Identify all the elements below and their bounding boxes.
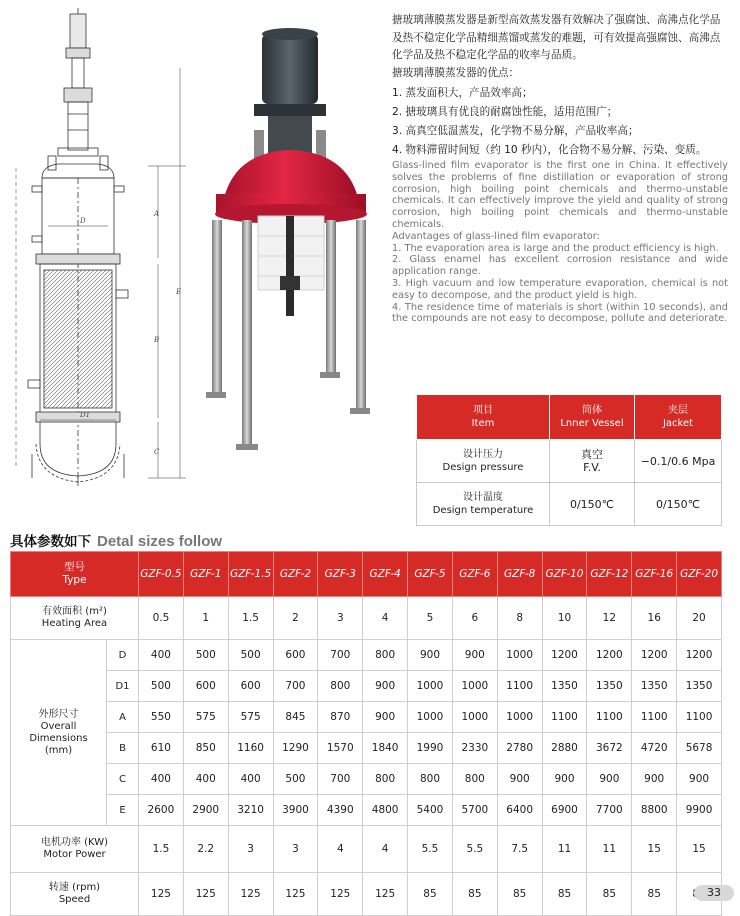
label-cn: 有效面积 (m²) [42, 606, 107, 617]
dimension-sublabel: D [107, 640, 139, 671]
table-cell: 1200 [542, 640, 587, 671]
table-cell: 900 [587, 764, 632, 795]
table-row-dimension [11, 640, 722, 671]
design-temperature-jacket: 0/150℃ [635, 483, 722, 526]
table-cell: 700 [318, 640, 363, 671]
table-cell: 4 [363, 597, 408, 640]
table-cell: 11 [542, 826, 587, 873]
header-inner-en: Lnner Vessel [560, 418, 624, 429]
table-cell: 1 [183, 597, 228, 640]
table-row [417, 483, 722, 526]
table-cell: 1000 [452, 671, 497, 702]
table-cell: 500 [273, 764, 318, 795]
table-cell: 2600 [139, 795, 184, 826]
dimension-sublabel: A [107, 702, 139, 733]
table-cell: 850 [183, 733, 228, 764]
table-cell: 5678 [677, 733, 722, 764]
label-en: Motor Power [43, 849, 106, 860]
table-cell: 9900 [677, 795, 722, 826]
table-cell: 1200 [632, 640, 677, 671]
table-cell: 2900 [183, 795, 228, 826]
table-cell: 400 [183, 764, 228, 795]
list-item: 1. The evaporation area is large and the product efficiency is high. [392, 242, 719, 254]
speed-label [11, 873, 139, 916]
table-cell: 900 [632, 764, 677, 795]
row-design-pressure-label [417, 440, 550, 483]
drawing-label-b: B [154, 336, 160, 344]
table-cell: 1290 [273, 733, 318, 764]
table-cell: 1350 [632, 671, 677, 702]
table-cell: 85 [452, 873, 497, 916]
intro-cn-advantages-list [392, 84, 727, 160]
table-cell: 10 [542, 597, 587, 640]
header-jacket [635, 395, 722, 440]
table-cell: 15 [677, 826, 722, 873]
intro-en-advantages-title: Advantages of glass-lined film evaporator: [392, 230, 600, 242]
label-cn: 设计温度 [463, 492, 503, 503]
header-item-en: Item [471, 418, 495, 429]
intro-cn-paragraph: 搪玻璃薄膜蒸发器是新型高效蒸发器有效解决了强腐蚀、高沸点化学品及热不稳定化学品精细蒸馏或蒸发的难题，可有效提高强腐蚀、高沸点化学品及热不稳定化学品的收率与品质。 [392, 14, 721, 61]
header-inner-vessel [550, 395, 635, 440]
header-model: GZF-2 [273, 552, 318, 597]
table-cell: 1160 [228, 733, 273, 764]
list-item: 2. 搪玻璃具有优良的耐腐蚀性能，适用范围广； [392, 106, 618, 118]
table-cell: 1000 [452, 702, 497, 733]
design-conditions-table [416, 394, 722, 526]
table-cell: 500 [183, 640, 228, 671]
header-model: GZF-0.5 [139, 552, 184, 597]
page-number: 33 [694, 885, 734, 901]
table-cell: 1000 [408, 671, 453, 702]
dimensions-label-en1: Overall [40, 720, 77, 732]
table-cell: 1200 [677, 640, 722, 671]
header-model: GZF-1 [183, 552, 228, 597]
table-cell: 800 [363, 640, 408, 671]
table-cell: 125 [183, 873, 228, 916]
list-item: 4. 物料滞留时间短（约 10 秒内），化合物不易分解、污染、变质。 [392, 144, 707, 156]
table-cell: 1.5 [228, 597, 273, 640]
table-row-dimension [11, 795, 722, 826]
table-cell: 900 [363, 671, 408, 702]
header-model: GZF-1.5 [228, 552, 273, 597]
spec-header-row [11, 552, 722, 597]
table-cell: 11 [587, 826, 632, 873]
table-cell: 610 [139, 733, 184, 764]
dimension-sublabel: C [107, 764, 139, 795]
header-type-en: Type [62, 574, 87, 586]
table-cell: 4800 [363, 795, 408, 826]
table-cell: 8800 [632, 795, 677, 826]
table-cell: 1100 [677, 702, 722, 733]
table-cell: 3 [273, 826, 318, 873]
table-cell: 4 [318, 826, 363, 873]
header-model: GZF-3 [318, 552, 363, 597]
table-cell: 1570 [318, 733, 363, 764]
table-cell: 4720 [632, 733, 677, 764]
table-row [417, 440, 722, 483]
label-en: Design pressure [442, 462, 524, 473]
intro-cn-advantages-title: 搪玻璃薄膜蒸发器的优点： [392, 66, 520, 79]
table-cell: 125 [228, 873, 273, 916]
table-cell: 1350 [677, 671, 722, 702]
table-row-dimension [11, 671, 722, 702]
table-cell: 85 [632, 873, 677, 916]
table-cell: 400 [139, 764, 184, 795]
table-cell: 1000 [497, 702, 542, 733]
technical-drawing [8, 8, 193, 486]
dimension-sublabel: D1 [107, 671, 139, 702]
table-cell: 800 [408, 764, 453, 795]
table-row-speed [11, 873, 722, 916]
table-cell: 900 [408, 640, 453, 671]
table-cell: 700 [273, 671, 318, 702]
table-cell: 600 [183, 671, 228, 702]
table-cell: 125 [363, 873, 408, 916]
table-cell: 900 [542, 764, 587, 795]
table-cell: 1100 [542, 702, 587, 733]
header-model: GZF-10 [542, 552, 587, 597]
header-item [417, 395, 550, 440]
header-model: GZF-6 [452, 552, 497, 597]
table-row-dimension [11, 764, 722, 795]
table-cell: 575 [183, 702, 228, 733]
table-cell: 125 [139, 873, 184, 916]
value-en: F.V. [583, 461, 601, 474]
table-cell: 7.5 [497, 826, 542, 873]
intro-english [392, 160, 728, 325]
table-cell: 125 [318, 873, 363, 916]
table-cell: 600 [273, 640, 318, 671]
table-cell: 900 [677, 764, 722, 795]
table-cell: 6400 [497, 795, 542, 826]
table-cell: 5.5 [408, 826, 453, 873]
header-model: GZF-8 [497, 552, 542, 597]
table-cell: 600 [228, 671, 273, 702]
product-photo [196, 20, 382, 450]
header-model: GZF-4 [363, 552, 408, 597]
header-model: GZF-5 [408, 552, 453, 597]
table-cell: 1100 [632, 702, 677, 733]
label-en: Design temperature [432, 505, 534, 516]
table-cell: 800 [318, 671, 363, 702]
table-cell: 870 [318, 702, 363, 733]
table-cell: 5400 [408, 795, 453, 826]
table-cell: 3672 [587, 733, 632, 764]
table-cell: 125 [273, 873, 318, 916]
table-cell: 550 [139, 702, 184, 733]
table-cell: 1000 [497, 640, 542, 671]
table-cell: 2 [273, 597, 318, 640]
table-cell: 85 [542, 873, 587, 916]
dimensions-label-cn: 外形尺寸 [38, 708, 79, 720]
table-cell: 6900 [542, 795, 587, 826]
header-model: GZF-16 [632, 552, 677, 597]
table-cell: 3 [318, 597, 363, 640]
table-cell: 4 [363, 826, 408, 873]
table-cell: 0.5 [139, 597, 184, 640]
table-cell: 85 [587, 873, 632, 916]
table-cell: 1990 [408, 733, 453, 764]
label-cn: 设计压力 [463, 449, 503, 460]
table-cell: 2.2 [183, 826, 228, 873]
header-type [11, 552, 139, 597]
table-cell: 1840 [363, 733, 408, 764]
dimensions-label-unit: (mm) [44, 744, 73, 756]
intro-chinese [392, 12, 727, 160]
list-item: 3. 高真空低温蒸发，化学物不易分解，产品收率高； [392, 125, 639, 137]
table-cell: 800 [452, 764, 497, 795]
table-cell: 3 [228, 826, 273, 873]
header-jacket-cn: 夹层 [668, 405, 688, 416]
table-cell: 3900 [273, 795, 318, 826]
table-cell: 845 [273, 702, 318, 733]
list-item: 2. Glass enamel has excellent corrosion resistance and wide application range. [392, 254, 728, 278]
table-cell: 1100 [497, 671, 542, 702]
header-inner-cn: 筒体 [582, 405, 602, 416]
table-cell: 15 [632, 826, 677, 873]
section-heading [10, 530, 222, 550]
table-cell: 85 [497, 873, 542, 916]
table-cell: 8 [497, 597, 542, 640]
spec-table [10, 551, 722, 916]
table-cell: 12 [587, 597, 632, 640]
label-en: Speed [58, 894, 91, 905]
table-cell: 5.5 [452, 826, 497, 873]
row-design-temperature-label [417, 483, 550, 526]
section-heading-en: Detal sizes follow [97, 533, 223, 550]
dimension-sublabel: B [107, 733, 139, 764]
drawing-label-d: D [80, 217, 86, 225]
table-cell: 2880 [542, 733, 587, 764]
table-row-heating-area [11, 597, 722, 640]
heating-area-label [11, 597, 139, 640]
table-cell: 900 [497, 764, 542, 795]
table-cell: 1100 [587, 702, 632, 733]
design-temperature-inner: 0/150℃ [550, 483, 635, 526]
table-cell: 1200 [587, 640, 632, 671]
table-cell: 1350 [587, 671, 632, 702]
table-cell: 20 [677, 597, 722, 640]
table-cell: 400 [228, 764, 273, 795]
dimensions-label [11, 640, 107, 826]
table-cell: 1350 [542, 671, 587, 702]
header-model: GZF-20 [677, 552, 722, 597]
table-cell: 7700 [587, 795, 632, 826]
header-item-cn: 项目 [473, 405, 493, 416]
table-cell: 700 [318, 764, 363, 795]
intro-en-paragraph: Glass-lined film evaporator is the first one in China. It effectively solves the problems of fine distillation or evaporation of strong corrosion, high boiling point chemicals and thermo-unstable chemicals. It can effectively improve the yield and quality of strong corrosion, high boiling point chemicals and thermo-unstable chemicals. [392, 160, 728, 230]
table-cell: 1.5 [139, 826, 184, 873]
table-cell: 900 [363, 702, 408, 733]
motor-power-label [11, 826, 139, 873]
intro-en-advantages-list [392, 243, 728, 326]
label-cn: 电机功率 (KW) [40, 837, 109, 848]
label-cn: 转速 (rpm) [48, 882, 101, 893]
list-item: 1. 蒸发面积大，产品效率高； [392, 87, 533, 99]
drawing-label-c: C [154, 448, 160, 456]
list-item: 3. High vacuum and low temperature evaporation, chemical is not easy to decompose, and the product yield is high. [392, 277, 728, 301]
table-row-motor-power [11, 826, 722, 873]
table-row-dimension [11, 733, 722, 764]
table-row-dimension [11, 702, 722, 733]
table-cell: 85 [408, 873, 453, 916]
table-cell: 900 [452, 640, 497, 671]
table-cell: 800 [363, 764, 408, 795]
table-cell: 6 [452, 597, 497, 640]
section-heading-cn: 具体参数如下 [10, 534, 91, 550]
table-cell: 500 [139, 671, 184, 702]
list-item: 4. The residence time of materials is short (within 10 seconds), and the compounds are not easy to decompose, pollute and deteriorate. [392, 301, 728, 325]
table-cell: 3210 [228, 795, 273, 826]
table-cell: 400 [139, 640, 184, 671]
design-pressure-inner [550, 440, 635, 483]
table-cell: 2330 [452, 733, 497, 764]
value-cn: 真空 [581, 448, 603, 461]
header-type-cn: 型号 [64, 561, 85, 573]
table-cell: 1000 [408, 702, 453, 733]
table-cell: 16 [632, 597, 677, 640]
table-cell: 575 [228, 702, 273, 733]
dimensions-label-en2: Dimensions [29, 732, 88, 744]
table-cell: 4390 [318, 795, 363, 826]
label-en: Heating Area [41, 618, 108, 629]
dimension-sublabel: E [107, 795, 139, 826]
header-model: GZF-12 [587, 552, 632, 597]
header-jacket-en: Jacket [662, 418, 694, 429]
drawing-label-e: E [176, 288, 182, 296]
table-cell: 2780 [497, 733, 542, 764]
drawing-label-a: A [154, 210, 160, 218]
drawing-label-d1: D1 [80, 411, 91, 419]
design-pressure-jacket: −0.1/0.6 Mpa [635, 440, 722, 483]
table-cell: 5700 [452, 795, 497, 826]
table-cell: 500 [228, 640, 273, 671]
table-cell: 5 [408, 597, 453, 640]
